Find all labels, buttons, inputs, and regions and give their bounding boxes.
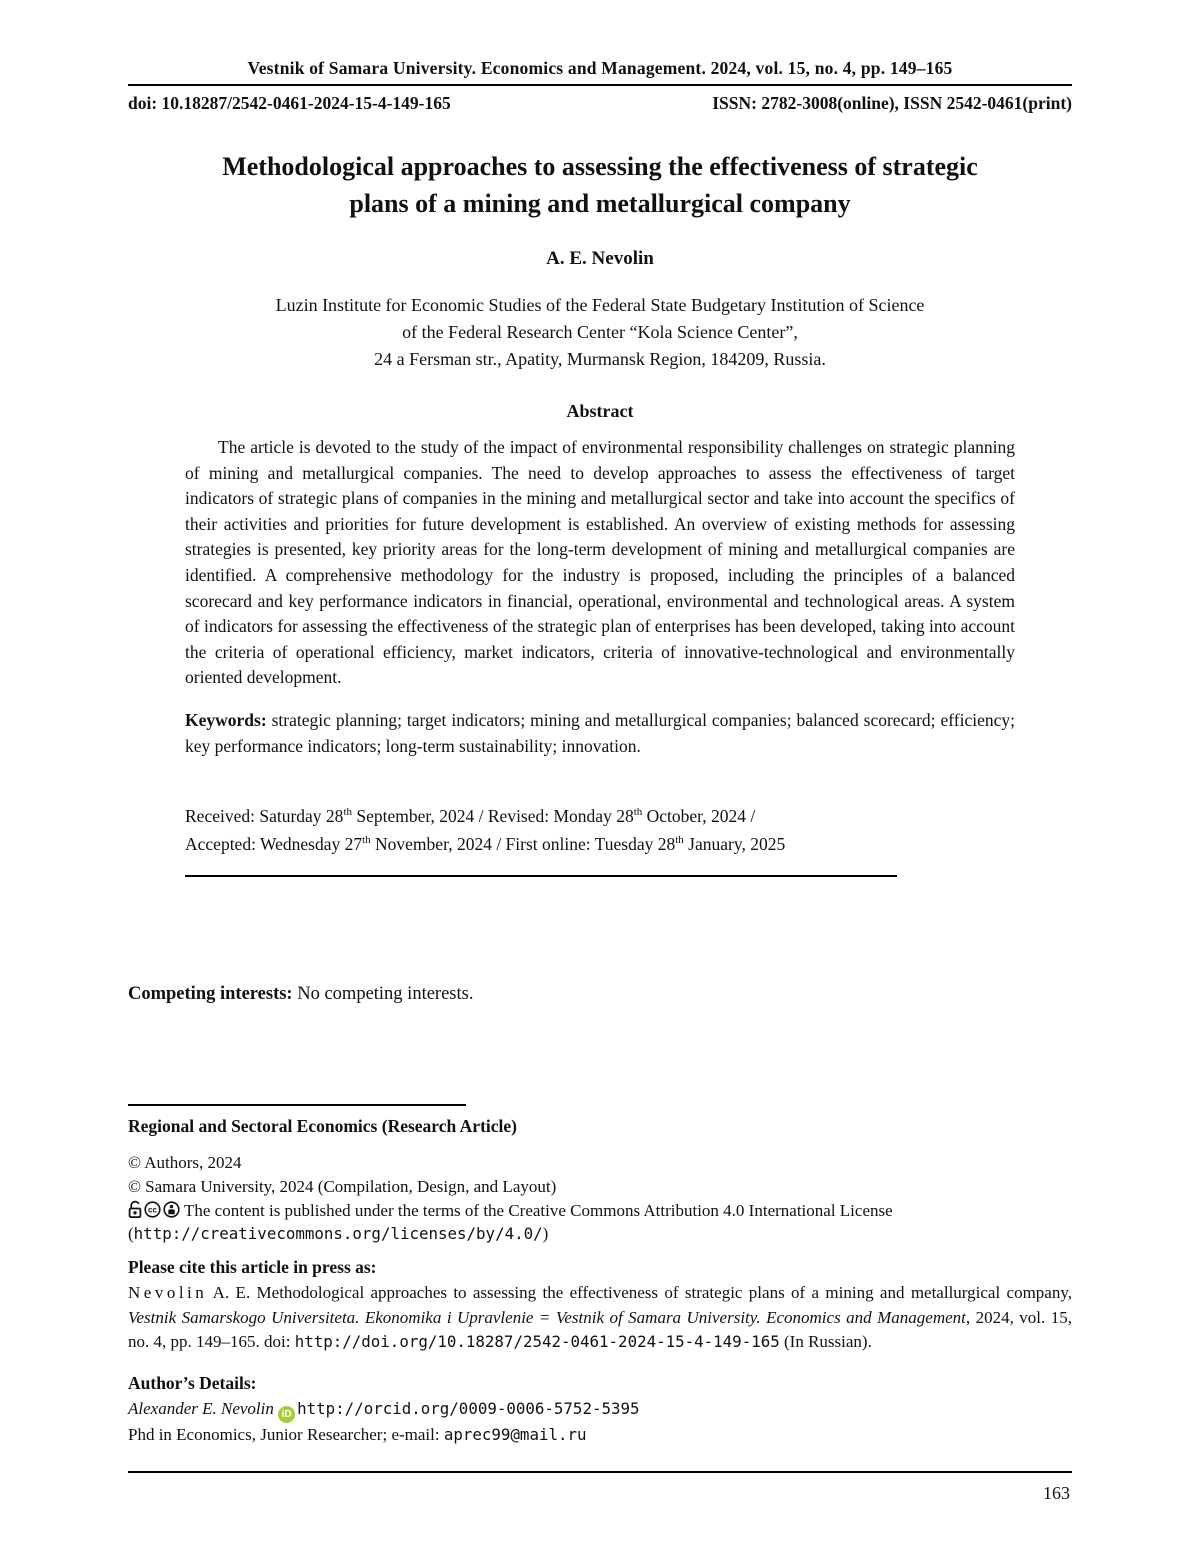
title-line-2: plans of a mining and metallurgical company (349, 189, 851, 218)
dates-rule (185, 875, 897, 877)
journal-header-line: Vestnik of Samara University. Economics and Management. 2024, vol. 15, no. 4, pp. 149–165 (247, 58, 953, 78)
section-title: Regional and Sectoral Economics (Research Article) (128, 1116, 517, 1136)
svg-text:cc: cc (148, 1205, 157, 1215)
keywords-label: Keywords: (185, 710, 267, 731)
abstract-text: The article is devoted to the study of the impact of environmental responsibility challenges on strategic planning of mining and metallurgical companies. The need to develop approaches to assess the effectiveness of target indicators of strategic plans of companies in the mining and metallurgical sector and take into account the specifics of their activities and priorities for future development is established. An overview of existing methods for assessing strategies is presented, key priority areas for the long-term development of mining and metallurgical companies are identified. A comprehensive methodology for the industry is proposed, including the principles of a balanced scorecard and key performance indicators in financial, operational, environmental and technological areas. A system of indicators for assessing the effectiveness of the strategic plan of enterprises has been developed, taking into account the criteria of operational efficiency, market indicators, criteria of innovative-technological and environmentally oriented development. (185, 437, 1015, 688)
copyright-icon: © (128, 1177, 141, 1196)
affiliation-line-1: Luzin Institute for Economic Studies of the Federal State Budgetary Institution of Science (275, 295, 925, 315)
citation-paragraph: Nevolin A. E. Methodological approaches to assessing the effectiveness of strategic plans of a mining and metallurgical company, Vestnik Samarskogo Universiteta. Ekonomika i Upravlenie = Vestnik of Samara University. Economics and Management, 2024, vol. 15, no. 4, pp. 149–165. doi: http://doi.org/10.18287/2542-0461-2024-15-4-149-165 (In Russian). (128, 1283, 1072, 1351)
issn-text: ISSN: 2782-3008(online), ISSN 2542-0461(print) (712, 93, 1072, 113)
author-details-label: Author’s Details: (128, 1372, 257, 1393)
affiliation-line-3: 24 a Fersman str., Apatity, Murmansk Region, 184209, Russia. (374, 349, 826, 369)
doi-issn-row (128, 93, 1072, 114)
citation-journal-italic: Vestnik Samarskogo Universiteta. Ekonomika i Upravlenie = Vestnik of Samara University. Economics and Management (128, 1307, 966, 1327)
license-url[interactable]: http://creativecommons.org/licenses/by/4.0/ (133, 1224, 543, 1243)
title-line-1: Methodological approaches to assessing the effectiveness of strategic (222, 152, 978, 181)
copyright-university-line: © Samara University, 2024 (Compilation, Design, and Layout) (128, 1177, 557, 1196)
author-name: A. E. Nevolin (546, 248, 654, 269)
superscript-th: th (362, 833, 371, 846)
competing-interests-text: No competing interests. (292, 984, 474, 1004)
author-info-line: Phd in Economics, Junior Researcher; e-mail: aprec99@mail.ru (128, 1424, 587, 1444)
header-rule (128, 84, 1072, 86)
keywords-text: strategic planning; target indicators; mining and metallurgical companies; balanced scorecard; efficiency; key performance indicators; long-term sustainability; innovation. (185, 710, 1015, 757)
orcid-icon: iD (278, 1406, 295, 1423)
dates-line-1: Received: Saturday 28th September, 2024 / Revised: Monday 28th October, 2024 / (185, 805, 756, 826)
competing-interests (128, 984, 473, 1005)
article-footer (128, 1104, 1072, 1446)
keywords-paragraph (185, 708, 1015, 759)
affiliation (128, 292, 1072, 373)
license-text: The content is published under the terms of the Creative Commons Attribution 4.0 International License (184, 1201, 893, 1220)
license-icons (128, 1200, 180, 1219)
author-email[interactable]: aprec99@mail.ru (443, 1424, 587, 1444)
competing-interests-label: Competing interests: (128, 984, 293, 1004)
article-dates (185, 802, 1015, 858)
bottom-rule (128, 1471, 1072, 1473)
superscript-th: th (343, 805, 352, 818)
cc-by-person-icon (163, 1201, 180, 1218)
page-title (128, 148, 1072, 222)
footer-section-rule (128, 1104, 466, 1106)
citation-doi-url[interactable]: http://doi.org/10.18287/2542-0461-2024-15-4-149-165 (294, 1332, 780, 1351)
license-line (128, 1199, 1072, 1222)
open-access-icon (128, 1200, 142, 1219)
superscript-th: th (633, 805, 643, 818)
author-full-name: Alexander E. Nevolin (128, 1398, 274, 1418)
copyright-icon: © (128, 1153, 141, 1172)
superscript-th: th (675, 833, 684, 846)
dates-line-2: Accepted: Wednesday 27th November, 2024 / First online: Tuesday 28th January, 2025 (185, 833, 786, 854)
cite-label: Please cite this article in press as: (128, 1257, 377, 1277)
doi-text: doi: 10.18287/2542-0461-2024-15-4-149-165 (128, 93, 451, 113)
orcid-line (128, 1397, 1072, 1423)
abstract-heading: Abstract (566, 401, 634, 421)
creative-commons-icon (144, 1201, 161, 1218)
orcid-url[interactable]: http://orcid.org/0009-0006-5752-5395 (297, 1398, 640, 1418)
license-url-line: (http://creativecommons.org/licenses/by/4.0/) (128, 1224, 549, 1243)
copyright-authors-line: © Authors, 2024 (128, 1153, 242, 1172)
page-number: 163 (1043, 1483, 1070, 1503)
citation-author: Nevolin (128, 1283, 208, 1302)
affiliation-line-2: of the Federal Research Center “Kola Science Center”, (402, 322, 798, 342)
